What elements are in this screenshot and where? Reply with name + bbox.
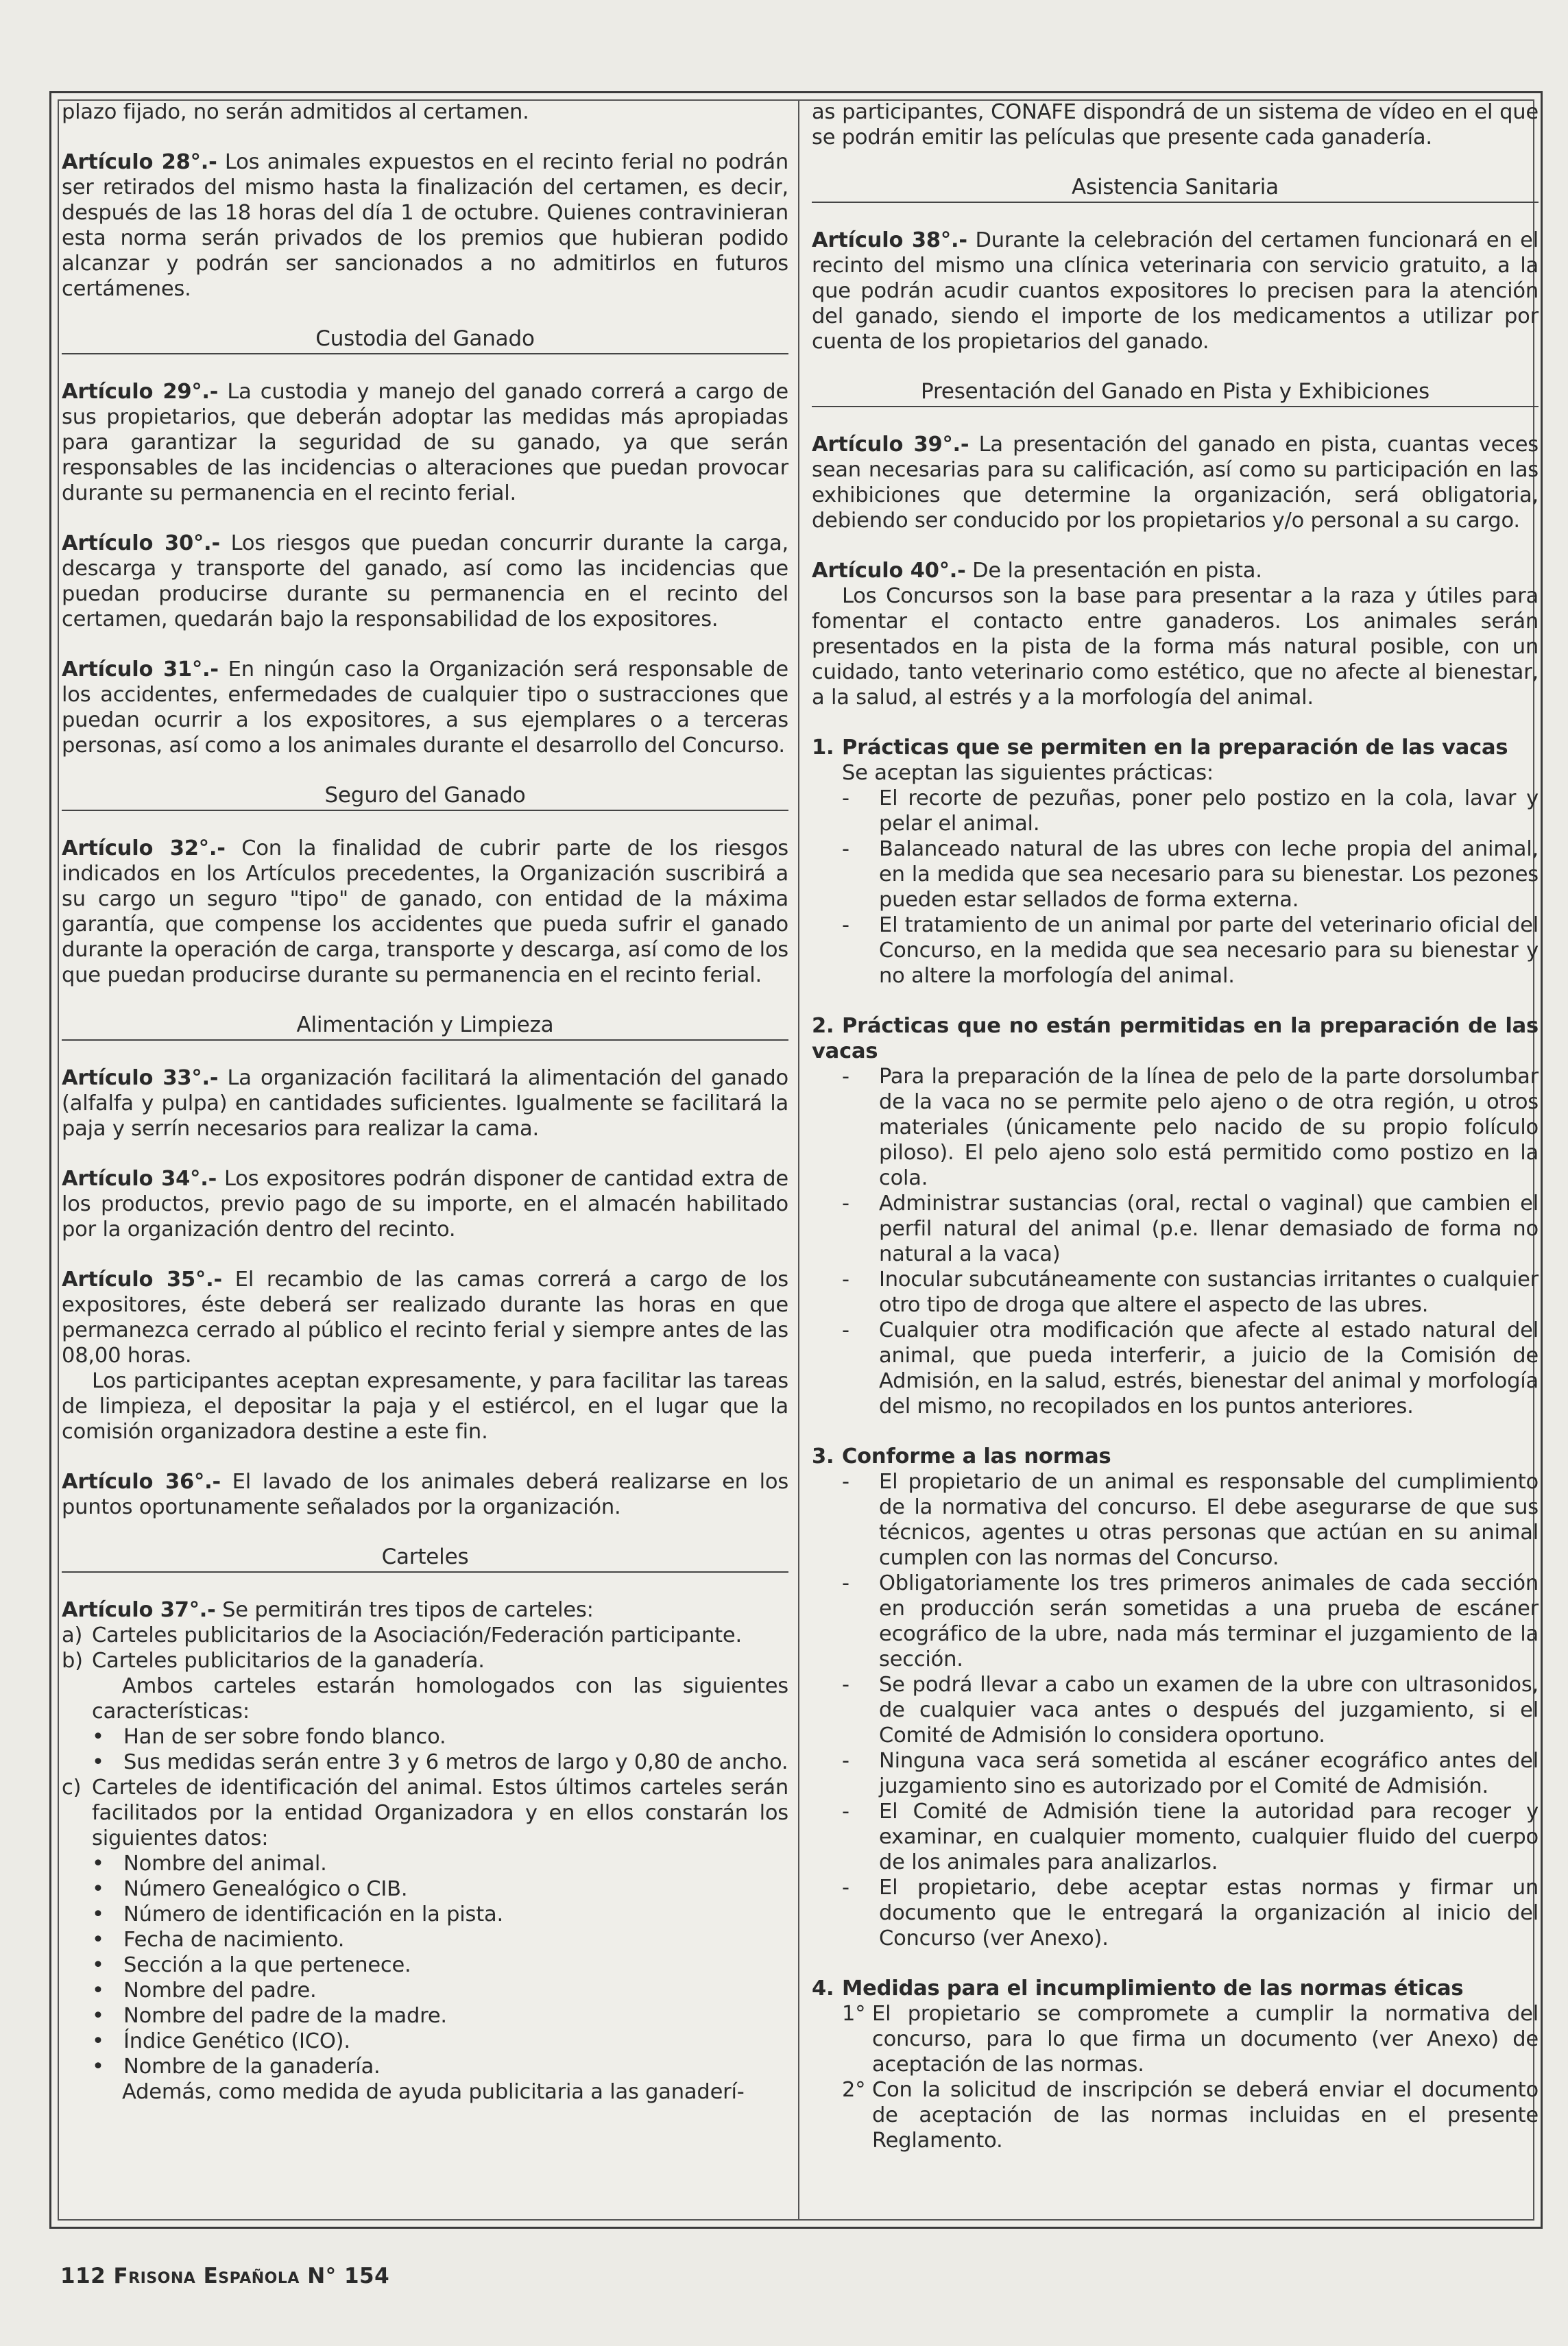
article-text: La presentación del ganado en pista, cuantas veces sean necesarias para su calificación, así como su participación en las exhibiciones que determine la organización, será obligatoria, debiendo ser conducido por los propietarios y/o personal a su cargo. <box>812 433 1539 533</box>
list-item: a) Carteles publicitarios de la Asociación/Federación participante. <box>62 1623 742 1647</box>
article-label: Artículo 36°.- <box>62 1470 221 1494</box>
article-38 <box>812 228 1539 354</box>
article-label: Artículo 28°.- <box>62 150 217 174</box>
article-label: Artículo 37°.- <box>62 1598 216 1622</box>
article-36 <box>62 1469 788 1520</box>
article-label: Artículo 38°.- <box>812 228 967 252</box>
list-item: - Obligatoriamente los tres primeros animales de cada sección en producción serán sometidas a una prueba de escáner ecográfico de la ubre, nada más terminar el juzgamiento de la sección. <box>812 1571 1539 1672</box>
left-column <box>62 99 788 2105</box>
section-1-list <box>812 786 1539 989</box>
article-label: Artículo 32°.- <box>62 836 226 860</box>
article-40 <box>812 558 1539 583</box>
list-item: 2° Con la solicitud de inscripción se deberá enviar el documento de aceptación de las normas incluidas en el presente Reglamento. <box>842 2078 1539 2153</box>
article-text: El lavado de los animales deberá realizarse en los puntos oportunamente señalados por la organización. <box>62 1470 789 1519</box>
list-item: - Para la preparación de la línea de pelo de la parte dorsolumbar de la vaca no se permite pelo ajeno o de otra región, u otros materiales (únicamente pelo nacido de su propio folículo piloso). El pelo ajeno solo está permitido como postizo en la cola. <box>812 1064 1539 1191</box>
section-1-intro: Se aceptan las siguientes prácticas: <box>842 761 1214 785</box>
article-34 <box>62 1166 788 1242</box>
article-37-list <box>62 1623 788 1673</box>
section-2-title: 2. Prácticas que no están permitidas en la preparación de las vacas <box>812 1014 1539 1063</box>
article-label: Artículo 40°.- <box>812 559 966 583</box>
article-37-b-sub: Ambos carteles estarán homologados con las siguientes características: <box>92 1674 788 1724</box>
section-2-list <box>812 1064 1539 1419</box>
heading-asistencia: Asistencia Sanitaria <box>812 175 1539 203</box>
issue-number: N° 154 <box>307 2264 390 2288</box>
list-item: - Se podrá llevar a cabo un examen de la ubre con ultrasonidos, de cualquier vaca antes o después del juzgamiento, si el Comité de Admisión lo considera oportuno. <box>812 1672 1539 1748</box>
list-item: - Cualquier otra modificación que afecte al estado natural del animal, que pueda interferir, a juicio de la Comisión de Admisión, en la salud, estrés, bienestar del animal y morfología del mismo, no recopilados en los puntos anteriores. <box>812 1318 1539 1419</box>
list-item: • Sus medidas serán entre 3 y 6 metros de largo y 0,80 de ancho. <box>62 1750 788 1775</box>
article-37-list-c <box>62 1775 788 1851</box>
list-item: • Índice Genético (ICO). <box>62 2029 788 2054</box>
list-item: • Nombre de la ganadería. <box>62 2054 788 2079</box>
article-33 <box>62 1065 788 1141</box>
section-4-title: 4. Medidas para el incumplimiento de las normas éticas <box>812 1976 1464 2000</box>
article-37-b-items <box>62 1724 788 1775</box>
list-item: • Número Genealógico o CIB. <box>62 1876 788 1902</box>
article-text: Durante la celebración del certamen funcionará en el recinto del mismo una clínica veterinaria con servicio gratuito, a la que podrán acudir cuantos expositores lo precisen para la atención del ganado, siendo el importe de los medicamentos a utilizar por cuenta de los propietarios del ganado. <box>812 228 1539 354</box>
article-label: Artículo 31°.- <box>62 657 219 681</box>
column-divider <box>798 99 799 2221</box>
list-item: - El recorte de pezuñas, poner pelo postizo en la cola, lavar y pelar el animal. <box>812 786 1539 836</box>
article-32 <box>62 836 788 988</box>
article-39 <box>812 432 1539 533</box>
article-text: La organización facilitará la alimentación del ganado (alfalfa y pulpa) en cantidades suficientes. Igualmente se facilitará la paja y serrín necesarios para realizar la cama. <box>62 1066 788 1141</box>
article-35-paragraph: Los participantes aceptan expresamente, y para facilitar las tareas de limpieza, el depositar la paja y el estiércol, en el lugar que la comisión organizadora destine a este fin. <box>62 1369 788 1444</box>
list-item: • Nombre del padre de la madre. <box>62 2003 788 2029</box>
section-4-list <box>812 2001 1539 2153</box>
article-text: Los riesgos que puedan concurrir durante la carga, descarga y transporte del ganado, así como las incidencias que puedan producirse durante su permanencia en el recinto del certamen, quedarán bajo la responsabilidad de los expositores. <box>62 531 788 631</box>
left-intro: plazo fijado, no serán admitidos al certamen. <box>62 100 529 124</box>
article-label: Artículo 30°.- <box>62 531 220 555</box>
list-item: • Nombre del animal. <box>62 1851 788 1876</box>
page-footer <box>60 2264 389 2288</box>
section-1-title: 1. Prácticas que se permiten en la preparación de las vacas <box>812 736 1508 760</box>
list-item: - Inocular subcutáneamente con sustancias irritantes o cualquier otro tipo de droga que altere el aspecto de las ubres. <box>812 1267 1539 1318</box>
list-item: • Fecha de nacimiento. <box>62 1927 788 1952</box>
article-text: Los expositores podrán disponer de cantidad extra de los productos, previo pago de su importe, en el almacén habilitado por la organización dentro del recinto. <box>62 1167 788 1242</box>
article-text: El recambio de las camas correrá a cargo de los expositores, éste deberá ser realizado durante las horas en que permanezca cerrado al público el recinto ferial y siempre antes de las 08,00 horas. <box>62 1268 788 1368</box>
section-3-list <box>812 1469 1539 1951</box>
page-number: 112 <box>60 2264 106 2288</box>
article-text: En ningún caso la Organización será responsable de los accidentes, enfermedades de cualquier tipo o sustracciones que puedan ocurrir a los expositores, a sus ejemplares o a terceras personas, así como a los animales durante el desarrollo del Concurso. <box>62 657 788 758</box>
heading-carteles: Carteles <box>62 1545 788 1573</box>
heading-presentacion: Presentación del Ganado en Pista y Exhibiciones <box>812 379 1539 407</box>
article-37-c-items <box>62 1851 788 2079</box>
list-item: c) Carteles de identificación del animal. Estos últimos carteles serán facilitados por la entidad Organizadora y en ellos constarán los siguientes datos: <box>62 1776 788 1850</box>
list-item: b) Carteles publicitarios de la ganadería. <box>62 1649 485 1673</box>
list-item: • Han de ser sobre fondo blanco. <box>62 1724 788 1750</box>
article-29 <box>62 379 788 506</box>
publication-name: Frisona Española <box>113 2264 300 2288</box>
article-label: Artículo 33°.- <box>62 1066 219 1090</box>
list-item: 1° El propietario se compromete a cumplir la normativa del concurso, para lo que firma un documento (ver Anexo) de aceptación de las normas. <box>842 2002 1539 2077</box>
list-item: - El propietario de un animal es responsable del cumplimiento de la normativa del concurso. El debe asegurarse de que sus técnicos, agentes u otras personas que actúan en su animal cumplen con las normas del Concurso. <box>812 1469 1539 1571</box>
section-3-title: 3. Conforme a las normas <box>812 1444 1111 1468</box>
list-item: - Administrar sustancias (oral, rectal o vaginal) que cambien el perfil natural del animal (p.e. llenar demasiado de forma no natural a la vaca) <box>812 1191 1539 1267</box>
article-40-paragraph: Los Concursos son la base para presentar a la raza y útiles para fomentar el contacto entre ganaderos. Los animales serán presentados en la pista de la forma más natural posible, con un cuidado, tanto veterinario como estético, que no afecte al bienestar, a la salud, al estrés y a la morfología del animal. <box>812 584 1539 710</box>
article-label: Artículo 39°.- <box>812 433 969 457</box>
heading-custodia: Custodia del Ganado <box>62 326 788 354</box>
list-item: - Ninguna vaca será sometida al escáner ecográfico antes del juzgamiento sino es autorizado por el Comité de Admisión. <box>812 1748 1539 1799</box>
list-item: - El propietario, debe aceptar estas normas y firmar un documento que le entregará la organización al inicio del Concurso (ver Anexo). <box>812 1875 1539 1951</box>
article-35 <box>62 1267 788 1368</box>
article-31 <box>62 657 788 758</box>
article-label: Artículo 34°.- <box>62 1167 217 1191</box>
list-item: - El Comité de Admisión tiene la autoridad para recoger y examinar, en cualquier momento, cualquier fluido del cuerpo de los animales para analizarlos. <box>812 1799 1539 1875</box>
heading-alimentacion: Alimentación y Limpieza <box>62 1013 788 1041</box>
article-30 <box>62 531 788 632</box>
list-item: • Sección a la que pertenece. <box>62 1952 788 1978</box>
article-text: Se permitirán tres tipos de carteles: <box>215 1598 594 1622</box>
list-item: • Número de identificación en la pista. <box>62 1902 788 1927</box>
article-28 <box>62 149 788 302</box>
right-column <box>812 99 1539 2153</box>
heading-seguro: Seguro del Ganado <box>62 783 788 811</box>
article-text: La custodia y manejo del ganado correrá a cargo de sus propietarios, que deberán adoptar las medidas más apropiadas para garantizar la seguridad de su ganado, ya que serán responsables de las incidencias o alteraciones que puedan provocar durante su permanencia en el recinto ferial. <box>62 380 788 505</box>
list-item: • Nombre del padre. <box>62 1978 788 2003</box>
article-text: Los animales expuestos en el recinto ferial no podrán ser retirados del mismo hasta la finalización del certamen, es decir, después de las 18 horas del día 1 de octubre. Quienes contravinieran esta norma serán privados de los premios que hubieran podido alcanzar y podrán ser sancionados a no admitirlos en futuros certámenes. <box>62 150 788 301</box>
list-item: - El tratamiento de un animal por parte del veterinario oficial del Concurso, en la medida que sea necesario para su bienestar y no altere la morfología del animal. <box>812 912 1539 989</box>
article-text: De la presentación en pista. <box>965 559 1262 583</box>
article-label: Artículo 29°.- <box>62 380 219 404</box>
article-37 <box>62 1597 788 1623</box>
list-item: - Balanceado natural de las ubres con leche propia del animal, en la medida que sea necesario para su bienestar. Los pezones pueden estar sellados de forma externa. <box>812 836 1539 912</box>
article-37-end: Además, como medida de ayuda publicitaria a las ganaderí- <box>122 2080 745 2104</box>
article-label: Artículo 35°.- <box>62 1268 222 1292</box>
article-text: Con la finalidad de cubrir parte de los riesgos indicados en los Artículos precedentes, la Organización suscribirá a su cargo un seguro "tipo" de ganado, con entidad de la máxima garantía, que compense los accidentes que pueda sufrir el ganado durante la operación de carga, transporte y descarga, así como de los que puedan producirse durante su permanencia en el recinto ferial. <box>62 836 788 987</box>
right-intro: as participantes, CONAFE dispondrá de un sistema de vídeo en el que se podrán emitir las películas que presente cada ganadería. <box>812 100 1539 149</box>
